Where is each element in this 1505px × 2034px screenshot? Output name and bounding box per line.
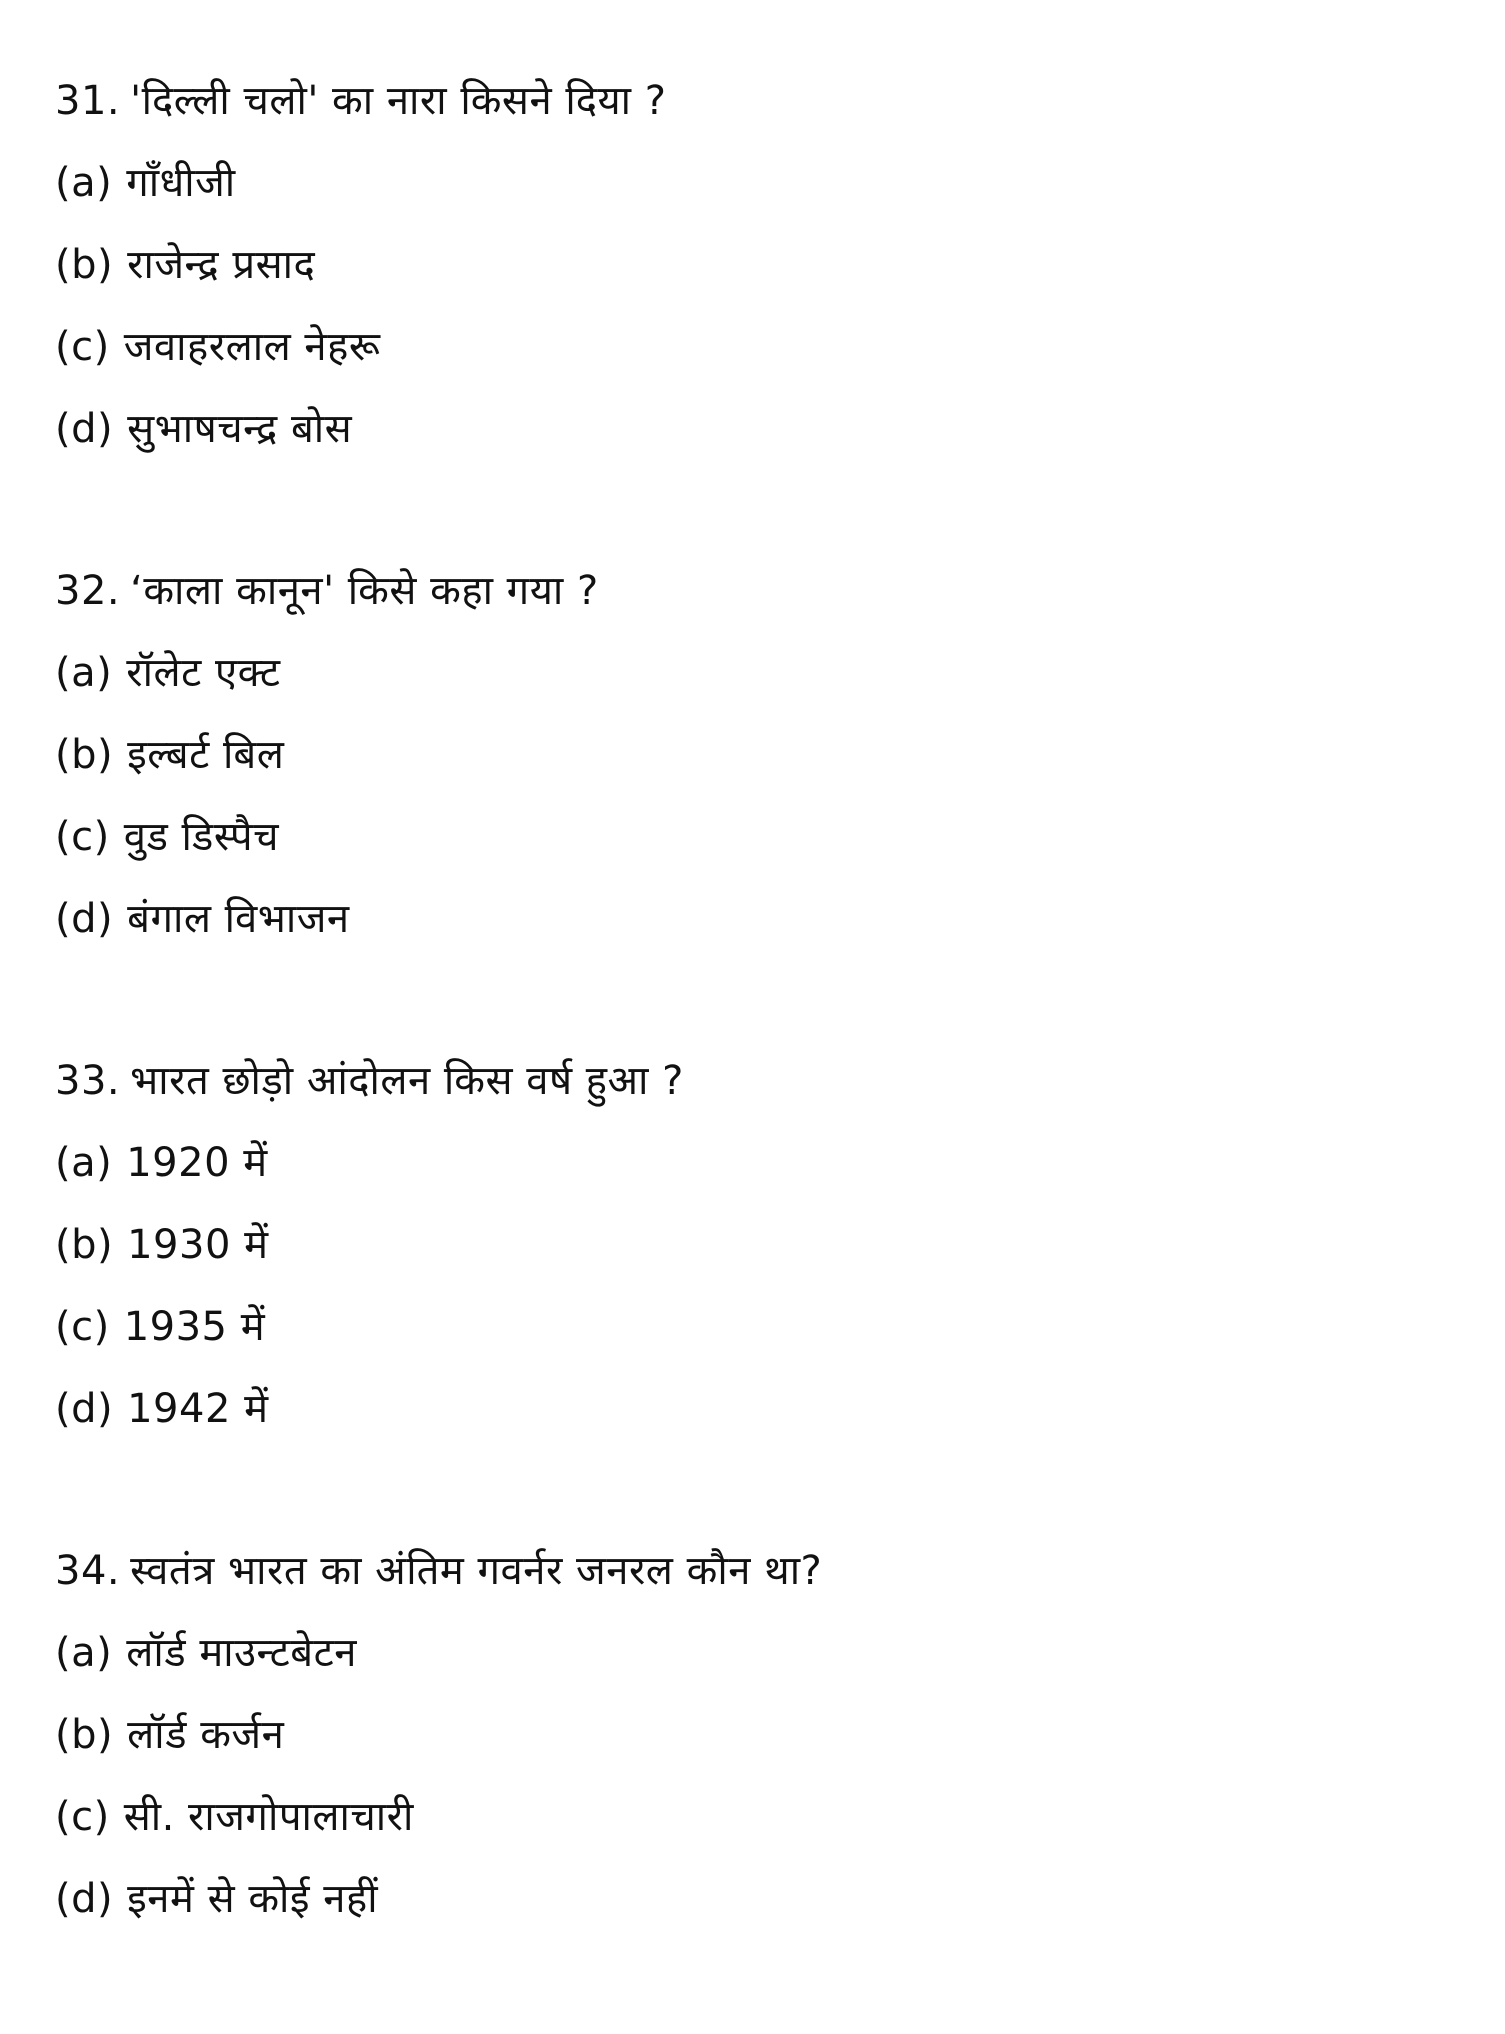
option-letter: (c) bbox=[55, 1794, 110, 1840]
option-text: लॉर्ड माउन्टबेटन bbox=[126, 1630, 357, 1676]
option-text: जवाहरलाल नेहरू bbox=[123, 324, 381, 370]
question-text bbox=[55, 550, 1455, 632]
option-text: 1930 में bbox=[127, 1222, 269, 1268]
option-d bbox=[55, 1368, 1455, 1450]
option-c bbox=[55, 1776, 1455, 1858]
option-letter: (d) bbox=[55, 406, 114, 452]
option-text: बंगाल विभाजन bbox=[127, 896, 350, 942]
question-text bbox=[55, 60, 1455, 142]
option-text: सी. राजगोपालाचारी bbox=[123, 1794, 414, 1840]
question-number: 33. bbox=[55, 1058, 121, 1104]
option-letter: (c) bbox=[55, 814, 110, 860]
question-31 bbox=[55, 60, 1455, 470]
question-34 bbox=[55, 1530, 1455, 1940]
option-letter: (a) bbox=[55, 650, 113, 696]
option-b bbox=[55, 714, 1455, 796]
option-letter: (a) bbox=[55, 1140, 113, 1186]
option-text: राजेन्द्र प्रसाद bbox=[127, 242, 316, 288]
option-c bbox=[55, 306, 1455, 388]
option-a bbox=[55, 1612, 1455, 1694]
question-number: 32. bbox=[55, 568, 121, 614]
question-label: 'दिल्ली चलो' का नारा किसने दिया ? bbox=[130, 78, 667, 124]
option-a bbox=[55, 142, 1455, 224]
option-letter: (c) bbox=[55, 1304, 110, 1350]
option-text: 1942 में bbox=[127, 1386, 269, 1432]
question-33 bbox=[55, 1040, 1455, 1450]
option-b bbox=[55, 1204, 1455, 1286]
option-a bbox=[55, 1122, 1455, 1204]
option-text: सुभाषचन्द्र बोस bbox=[127, 406, 353, 452]
question-text bbox=[55, 1040, 1455, 1122]
option-text: इल्बर्ट बिल bbox=[127, 732, 285, 778]
option-d bbox=[55, 1858, 1455, 1940]
option-letter: (d) bbox=[55, 1876, 114, 1922]
option-letter: (d) bbox=[55, 1386, 114, 1432]
option-text: वुड डिस्पैच bbox=[123, 814, 279, 860]
option-letter: (b) bbox=[55, 1712, 114, 1758]
question-32 bbox=[55, 550, 1455, 960]
option-text: 1935 में bbox=[123, 1304, 266, 1350]
option-letter: (a) bbox=[55, 1630, 113, 1676]
option-letter: (c) bbox=[55, 324, 110, 370]
option-letter: (a) bbox=[55, 160, 113, 206]
question-sheet bbox=[55, 60, 1455, 2020]
option-a bbox=[55, 632, 1455, 714]
option-letter: (b) bbox=[55, 732, 114, 778]
option-text: इनमें से कोई नहीं bbox=[127, 1876, 379, 1922]
option-text: लॉर्ड कर्जन bbox=[127, 1712, 285, 1758]
option-d bbox=[55, 388, 1455, 470]
option-text: 1920 में bbox=[126, 1140, 268, 1186]
option-c bbox=[55, 796, 1455, 878]
option-letter: (b) bbox=[55, 1222, 114, 1268]
option-c bbox=[55, 1286, 1455, 1368]
question-number: 34. bbox=[55, 1548, 121, 1594]
question-label: ‘काला कानून' किसे कहा गया ? bbox=[130, 568, 599, 614]
option-letter: (b) bbox=[55, 242, 114, 288]
option-letter: (d) bbox=[55, 896, 114, 942]
option-b bbox=[55, 224, 1455, 306]
question-label: भारत छोड़ो आंदोलन किस वर्ष हुआ ? bbox=[130, 1058, 684, 1104]
question-number: 31. bbox=[55, 78, 121, 124]
question-text bbox=[55, 1530, 1455, 1612]
option-d bbox=[55, 878, 1455, 960]
option-b bbox=[55, 1694, 1455, 1776]
option-text: गाँधीजी bbox=[126, 160, 236, 206]
question-label: स्वतंत्र भारत का अंतिम गवर्नर जनरल कौन था? bbox=[130, 1548, 823, 1594]
option-text: रॉलेट एक्ट bbox=[126, 650, 281, 696]
